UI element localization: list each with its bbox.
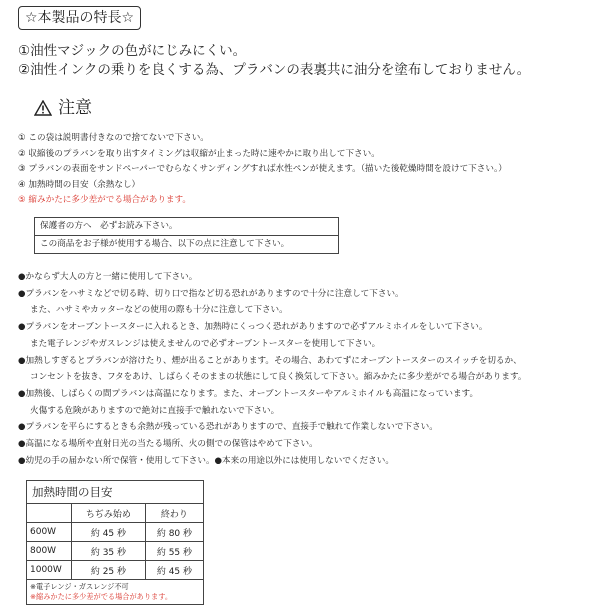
bullet-line: 火傷する危険がありますので絶対に直接手で触れないで下さい。	[30, 405, 280, 416]
table-row	[27, 523, 204, 542]
start-time-cell: 約 45 秒	[72, 523, 146, 542]
bullet-line: ●加熱後、しばらくの間プラバンは高温になります。また、オーブントースターやアルミホイルも高温になっています。	[18, 388, 479, 399]
header-cell: ちぢみ始め	[72, 504, 146, 523]
bullet-line: ●加熱しすぎるとプラバンが溶けたり、煙が出ることがあります。その場合、あわてずにオーブントースターのスイッチを切るか、	[18, 355, 522, 366]
guardian-notice-box	[34, 217, 339, 254]
caution-item-5: ⑤ 縮みかたに多少差がでる場合があります。	[18, 195, 192, 206]
table-notes	[27, 580, 204, 605]
wattage-cell: 600W	[27, 523, 72, 542]
bullet-line: ●かならず大人の方と一緒に使用して下さい。	[18, 272, 198, 282]
bullet-line: ●プラバンを平らにするときも余熱が残っている恐れがありますので、直接手で触れて作業しないで下さい。	[18, 422, 438, 433]
bullet-line: また、ハサミやカッターなどの使用の際も十分に注意して下さい。	[30, 305, 288, 316]
table-row	[27, 542, 204, 561]
bullet-line: ●幼児の手の届かない所で保管・使用して下さい。●本来の用途以外には使用しないでください。	[18, 455, 394, 466]
note-shrink-variance: ※縮みかたに多少差がでる場合があります。	[30, 592, 173, 601]
guardian-notice-line-2: この商品をお子様が使用する場合、以下の点に注意して下さい。	[35, 235, 338, 253]
wattage-cell: 1000W	[27, 561, 72, 580]
bullet-line: ●高温になる場所や直射日光の当たる場所、火の側での保管はやめて下さい。	[18, 439, 318, 450]
caution-list	[18, 131, 593, 209]
warning-icon	[34, 100, 52, 116]
guardian-notice-line-1: 保護者の方へ 必ずお読み下さい。	[40, 221, 178, 231]
warning-bullets	[18, 269, 596, 469]
header-cell: 終わり	[145, 504, 203, 523]
end-time-cell: 約 55 秒	[145, 542, 203, 561]
caution-heading-text: 注意	[58, 98, 92, 118]
caution-item-4: ④ 加熱時間の目安（余熱なし）	[18, 179, 141, 190]
heating-table-title: 加熱時間の目安	[27, 481, 204, 504]
start-time-cell: 約 25 秒	[72, 561, 146, 580]
note-no-microwave: ※電子レンジ・ガスレンジ不可	[30, 582, 129, 591]
header-cell	[27, 504, 72, 523]
table-header-row	[27, 504, 204, 523]
caution-heading	[34, 97, 92, 119]
end-time-cell: 約 45 秒	[145, 561, 203, 580]
heating-time-table	[26, 480, 204, 605]
table-row	[27, 561, 204, 580]
feature-line-2: ②油性インクの乗りを良くする為、プラバンの表裏共に油分を塗布しておりません。	[18, 62, 531, 78]
features-title: ☆本製品の特長☆	[18, 6, 141, 30]
caution-item-3: ③ プラバンの表面をサンドペーパーでむらなくサンディングすれば水性ペンが使えます。（描いた後乾燥時間を設けて下さい。）	[18, 164, 507, 175]
feature-line-1: ①油性マジックの色がにじみにくい。	[18, 43, 247, 59]
caution-item-1: ① この袋は説明書付きなので捨てないで下さい。	[18, 133, 209, 143]
bullet-line: ●プラバンをオーブントースターに入れるとき、加熱時にくっつく恐れがありますので必ずアルミホイルをしいて下さい。	[18, 322, 488, 333]
bullet-line: コンセントを抜き、フタをあけ、しばらくそのままの状態にして良く換気して下さい。縮みかたに多少差がでる場合があります。	[30, 372, 527, 383]
bullet-line: また電子レンジやガスレンジは使えませんので必ずオーブントースターを使用して下さい。	[30, 338, 381, 349]
start-time-cell: 約 35 秒	[72, 542, 146, 561]
caution-item-2: ② 収縮後のプラバンを取り出すタイミングは収縮が止まった時に速やかに取り出して下さい。	[18, 148, 380, 159]
wattage-cell: 800W	[27, 542, 72, 561]
bullet-line: ●プラバンをハサミなどで切る時、切り口で指など切る恐れがありますので十分に注意して下さい。	[18, 288, 404, 299]
end-time-cell: 約 80 秒	[145, 523, 203, 542]
